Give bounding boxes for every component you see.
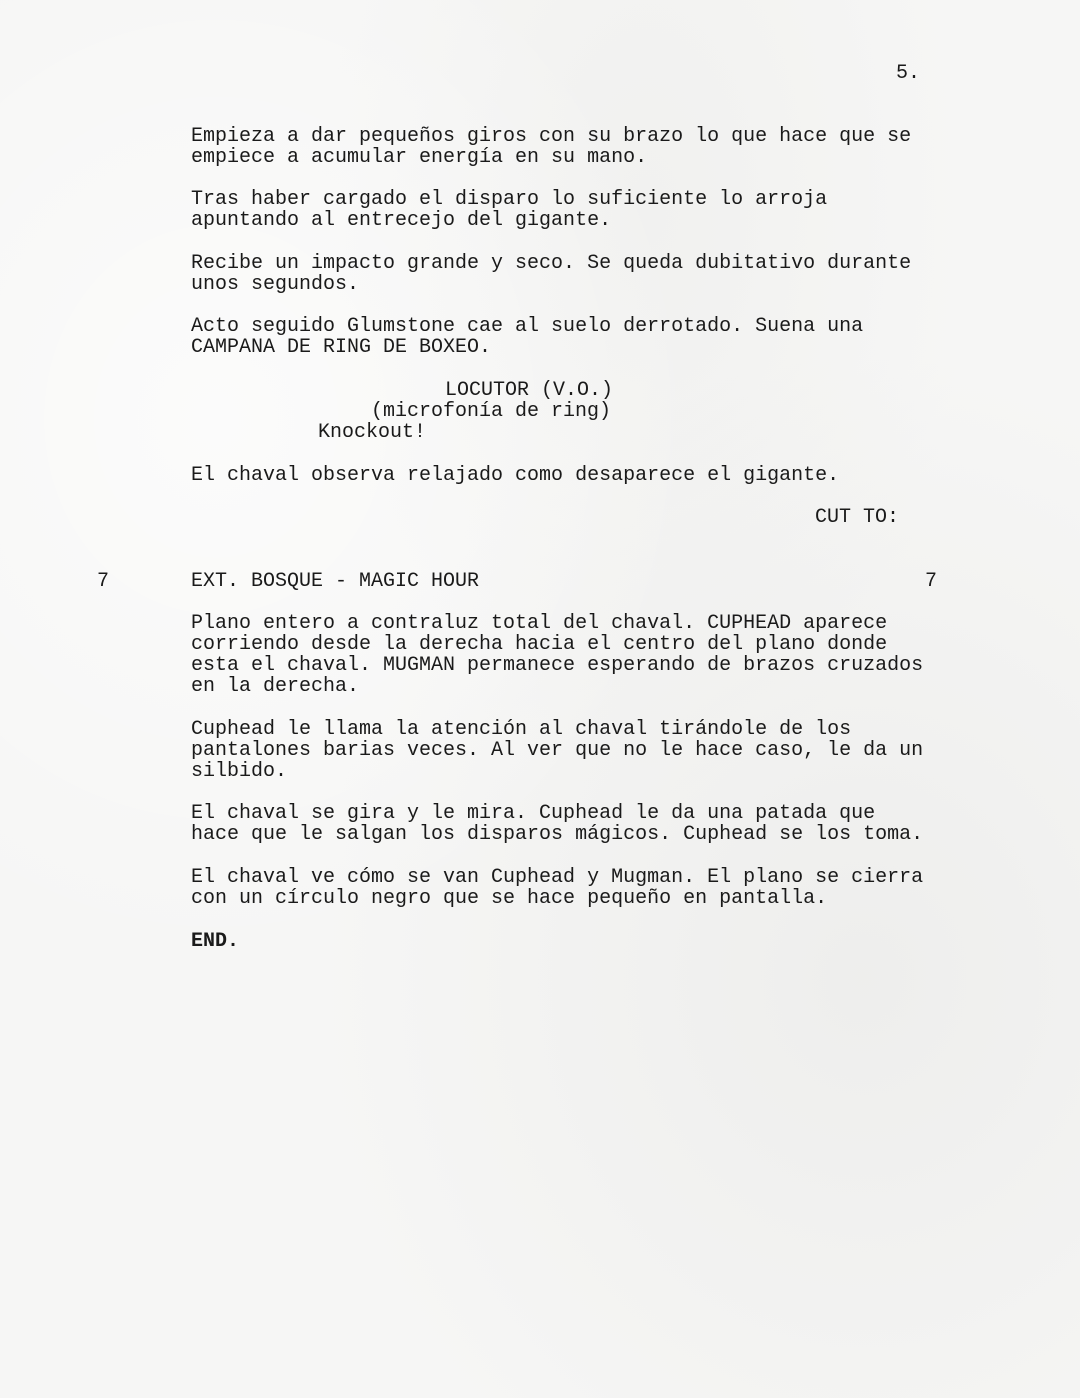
action-line: El chaval observa relajado como desaparece el gigante.: [191, 464, 840, 487]
action-line: Empieza a dar pequeños giros con su brazo lo que hace que se: [191, 125, 912, 148]
end-marker: END.: [191, 930, 240, 953]
action-line: Recibe un impacto grande y seco. Se queda dubitativo durante: [191, 252, 912, 275]
page-number: 5.: [896, 62, 921, 85]
action-line: Plano entero a contraluz total del chaval. CUPHEAD aparece: [191, 612, 888, 635]
action-line: con un círculo negro que se hace pequeño en pantalla.: [191, 887, 828, 910]
action-line: silbido.: [191, 760, 288, 783]
action-line: CAMPANA DE RING DE BOXEO.: [191, 336, 492, 359]
action-line: pantalones barias veces. Al ver que no le hace caso, le da un: [191, 739, 924, 762]
transition: CUT TO:: [815, 506, 900, 529]
action-line: empiece a acumular energía en su mano.: [191, 146, 648, 169]
action-line: Cuphead le llama la atención al chaval tirándole de los: [191, 718, 852, 741]
scene-heading: EXT. BOSQUE - MAGIC HOUR: [191, 570, 480, 593]
action-line: esta el chaval. MUGMAN permanece esperando de brazos cruzados: [191, 654, 924, 677]
parenthetical: (microfonía de ring): [371, 400, 612, 423]
action-line: El chaval se gira y le mira. Cuphead le da una patada que: [191, 802, 876, 825]
action-line: Tras haber cargado el disparo lo suficiente lo arroja: [191, 188, 828, 211]
action-line: en la derecha.: [191, 675, 360, 698]
action-line: Acto seguido Glumstone cae al suelo derrotado. Suena una: [191, 315, 864, 338]
scene-number-right: 7: [925, 570, 938, 593]
character-name: LOCUTOR (V.O.): [445, 379, 614, 402]
dialogue-line: Knockout!: [318, 421, 427, 444]
action-line: unos segundos.: [191, 273, 360, 296]
scene-number-left: 7: [97, 570, 110, 593]
action-line: hace que le salgan los disparos mágicos. Cuphead se los toma.: [191, 823, 924, 846]
action-line: apuntando al entrecejo del gigante.: [191, 209, 612, 232]
action-line: El chaval ve cómo se van Cuphead y Mugman. El plano se cierra: [191, 866, 924, 889]
action-line: corriendo desde la derecha hacia el centro del plano donde: [191, 633, 888, 656]
